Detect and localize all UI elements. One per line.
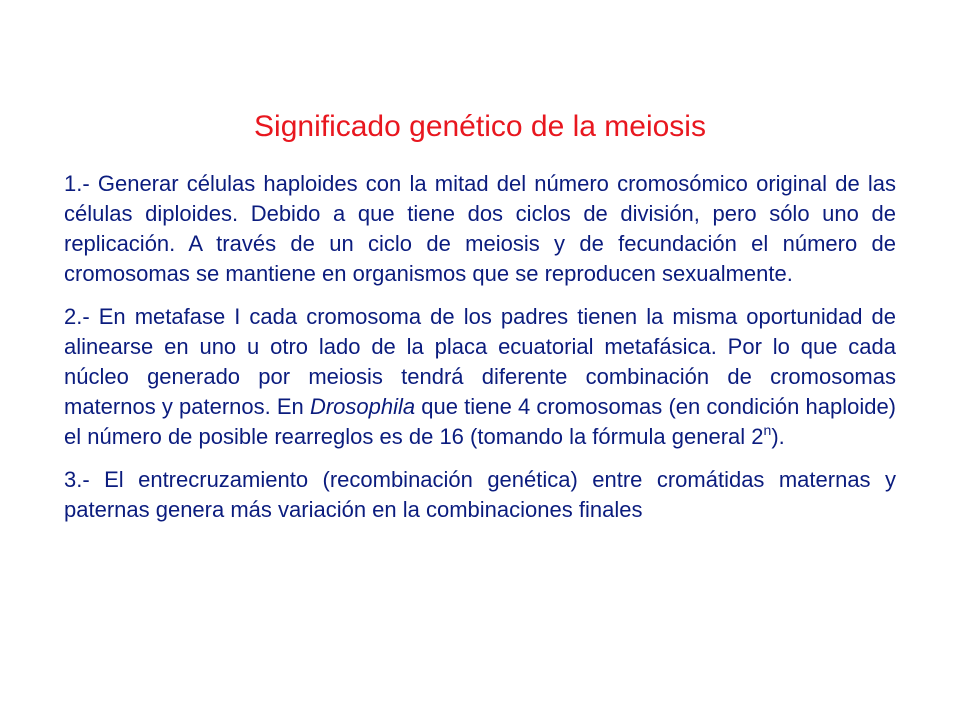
- paragraph-1: 1.- Generar células haploides con la mitad del número cromosómico original de las células diploides. Debido a que tiene dos ciclos de división, pero sólo uno de replicación. A través de un ciclo de meiosis y de fecundación el número de cromosomas se mantiene en organismos que se reproducen sexualmente.: [64, 171, 896, 286]
- paragraph-3: 3.- El entrecruzamiento (recombinación genética) entre cromátidas maternas y paternas genera más variación en la combinaciones finales: [64, 467, 896, 522]
- slide-title: Significado genético de la meiosis: [254, 110, 706, 143]
- paragraph-2-text-middle: que tiene 4 cromosomas (en condición haploide) el número de posible rearreglos es de 16 (tomando la fórmula general 2: [64, 394, 896, 449]
- paragraph-2-text-start: 2.- En metafase I cada cromosoma de los padres tienen la misma oportunidad de alinearse en uno u otro lado de la placa ecuatorial metafásica. Por lo que cada núcleo generado por meiosis tendrá diferente combinación de cromosomas maternos y paternos. En: [64, 304, 896, 419]
- paragraph-2-text-end: ).: [771, 424, 785, 449]
- paragraph-2: [64, 302, 896, 452]
- slide-body: [64, 169, 896, 525]
- exponent-n: n: [763, 422, 772, 438]
- species-name-italic: Drosophila: [309, 394, 416, 419]
